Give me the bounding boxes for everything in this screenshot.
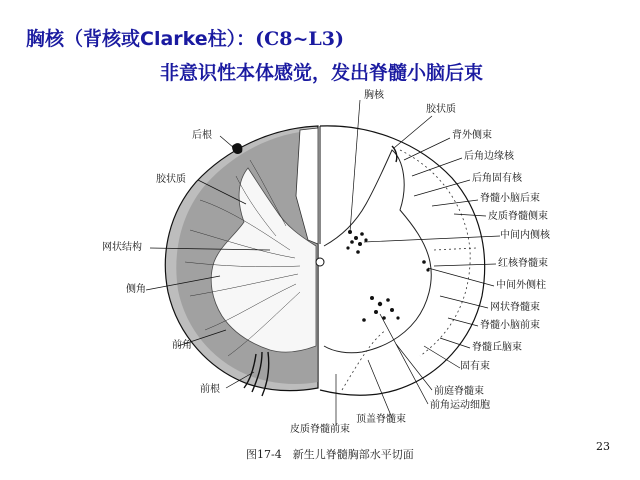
central-canal (316, 258, 324, 266)
label-intermediolateral-column: 中间外侧柱 (496, 280, 546, 291)
label-intermediomedial-nucleus: 中间内侧核 (500, 230, 550, 241)
label-lateral-corticospinal-tract: 皮质脊髓侧束 (488, 211, 548, 222)
label-reticulospinal-tract: 网状脊髓束 (490, 302, 540, 313)
label-anterior-horn-motor-cells: 前角运动细胞 (430, 400, 490, 411)
label-substantia-gelatinosa-left: 胶状质 (156, 174, 186, 185)
page-number: 23 (596, 440, 610, 453)
label-rubrospinal-tract: 红核脊髓束 (498, 258, 548, 269)
label-fasciculus-proprius: 固有束 (460, 361, 490, 372)
label-dorsolateral-fasciculus: 背外侧束 (452, 130, 492, 141)
label-vestibulospinal-tract: 前庭脊髓束 (434, 386, 484, 397)
label-dorsal-root: 后根 (192, 130, 212, 141)
label-lateral-horn: 侧角 (126, 284, 146, 295)
label-anterior-spinocerebellar-tract: 脊髓小脑前束 (480, 320, 540, 331)
label-anterior-corticospinal-tract: 皮质脊髓前束 (290, 424, 350, 435)
label-ventral-root: 前根 (200, 384, 220, 395)
slide-title-line2: 非意识性本体感觉，发出脊髓小脑后束 (160, 62, 484, 84)
label-thoracic-nucleus: 胸核 (364, 90, 384, 101)
stained-left-half (165, 126, 318, 396)
schematic-right-half (320, 126, 485, 395)
label-substantia-gelatinosa-right: 胶状质 (426, 104, 456, 115)
label-posteromarginal-nucleus: 后角边缘核 (464, 151, 514, 162)
label-nucleus-proprius: 后角固有核 (472, 173, 522, 184)
label-reticular-formation: 网状结构 (102, 242, 142, 253)
label-tectospinal-tract: 顶盖脊髓束 (356, 414, 406, 425)
label-anterior-horn: 前角 (172, 340, 192, 351)
title-line1-text: 胸核（背核或Clarke柱）： (26, 28, 256, 50)
title-line1-segment-range: (C8~L3) (255, 28, 344, 50)
label-posterior-spinocerebellar-tract: 脊髓小脑后束 (480, 193, 540, 204)
label-spinothalamic-tract: 脊髓丘脑束 (472, 342, 522, 353)
figure-caption: 图17-4 新生儿脊髓胸部水平切面 (246, 448, 414, 461)
